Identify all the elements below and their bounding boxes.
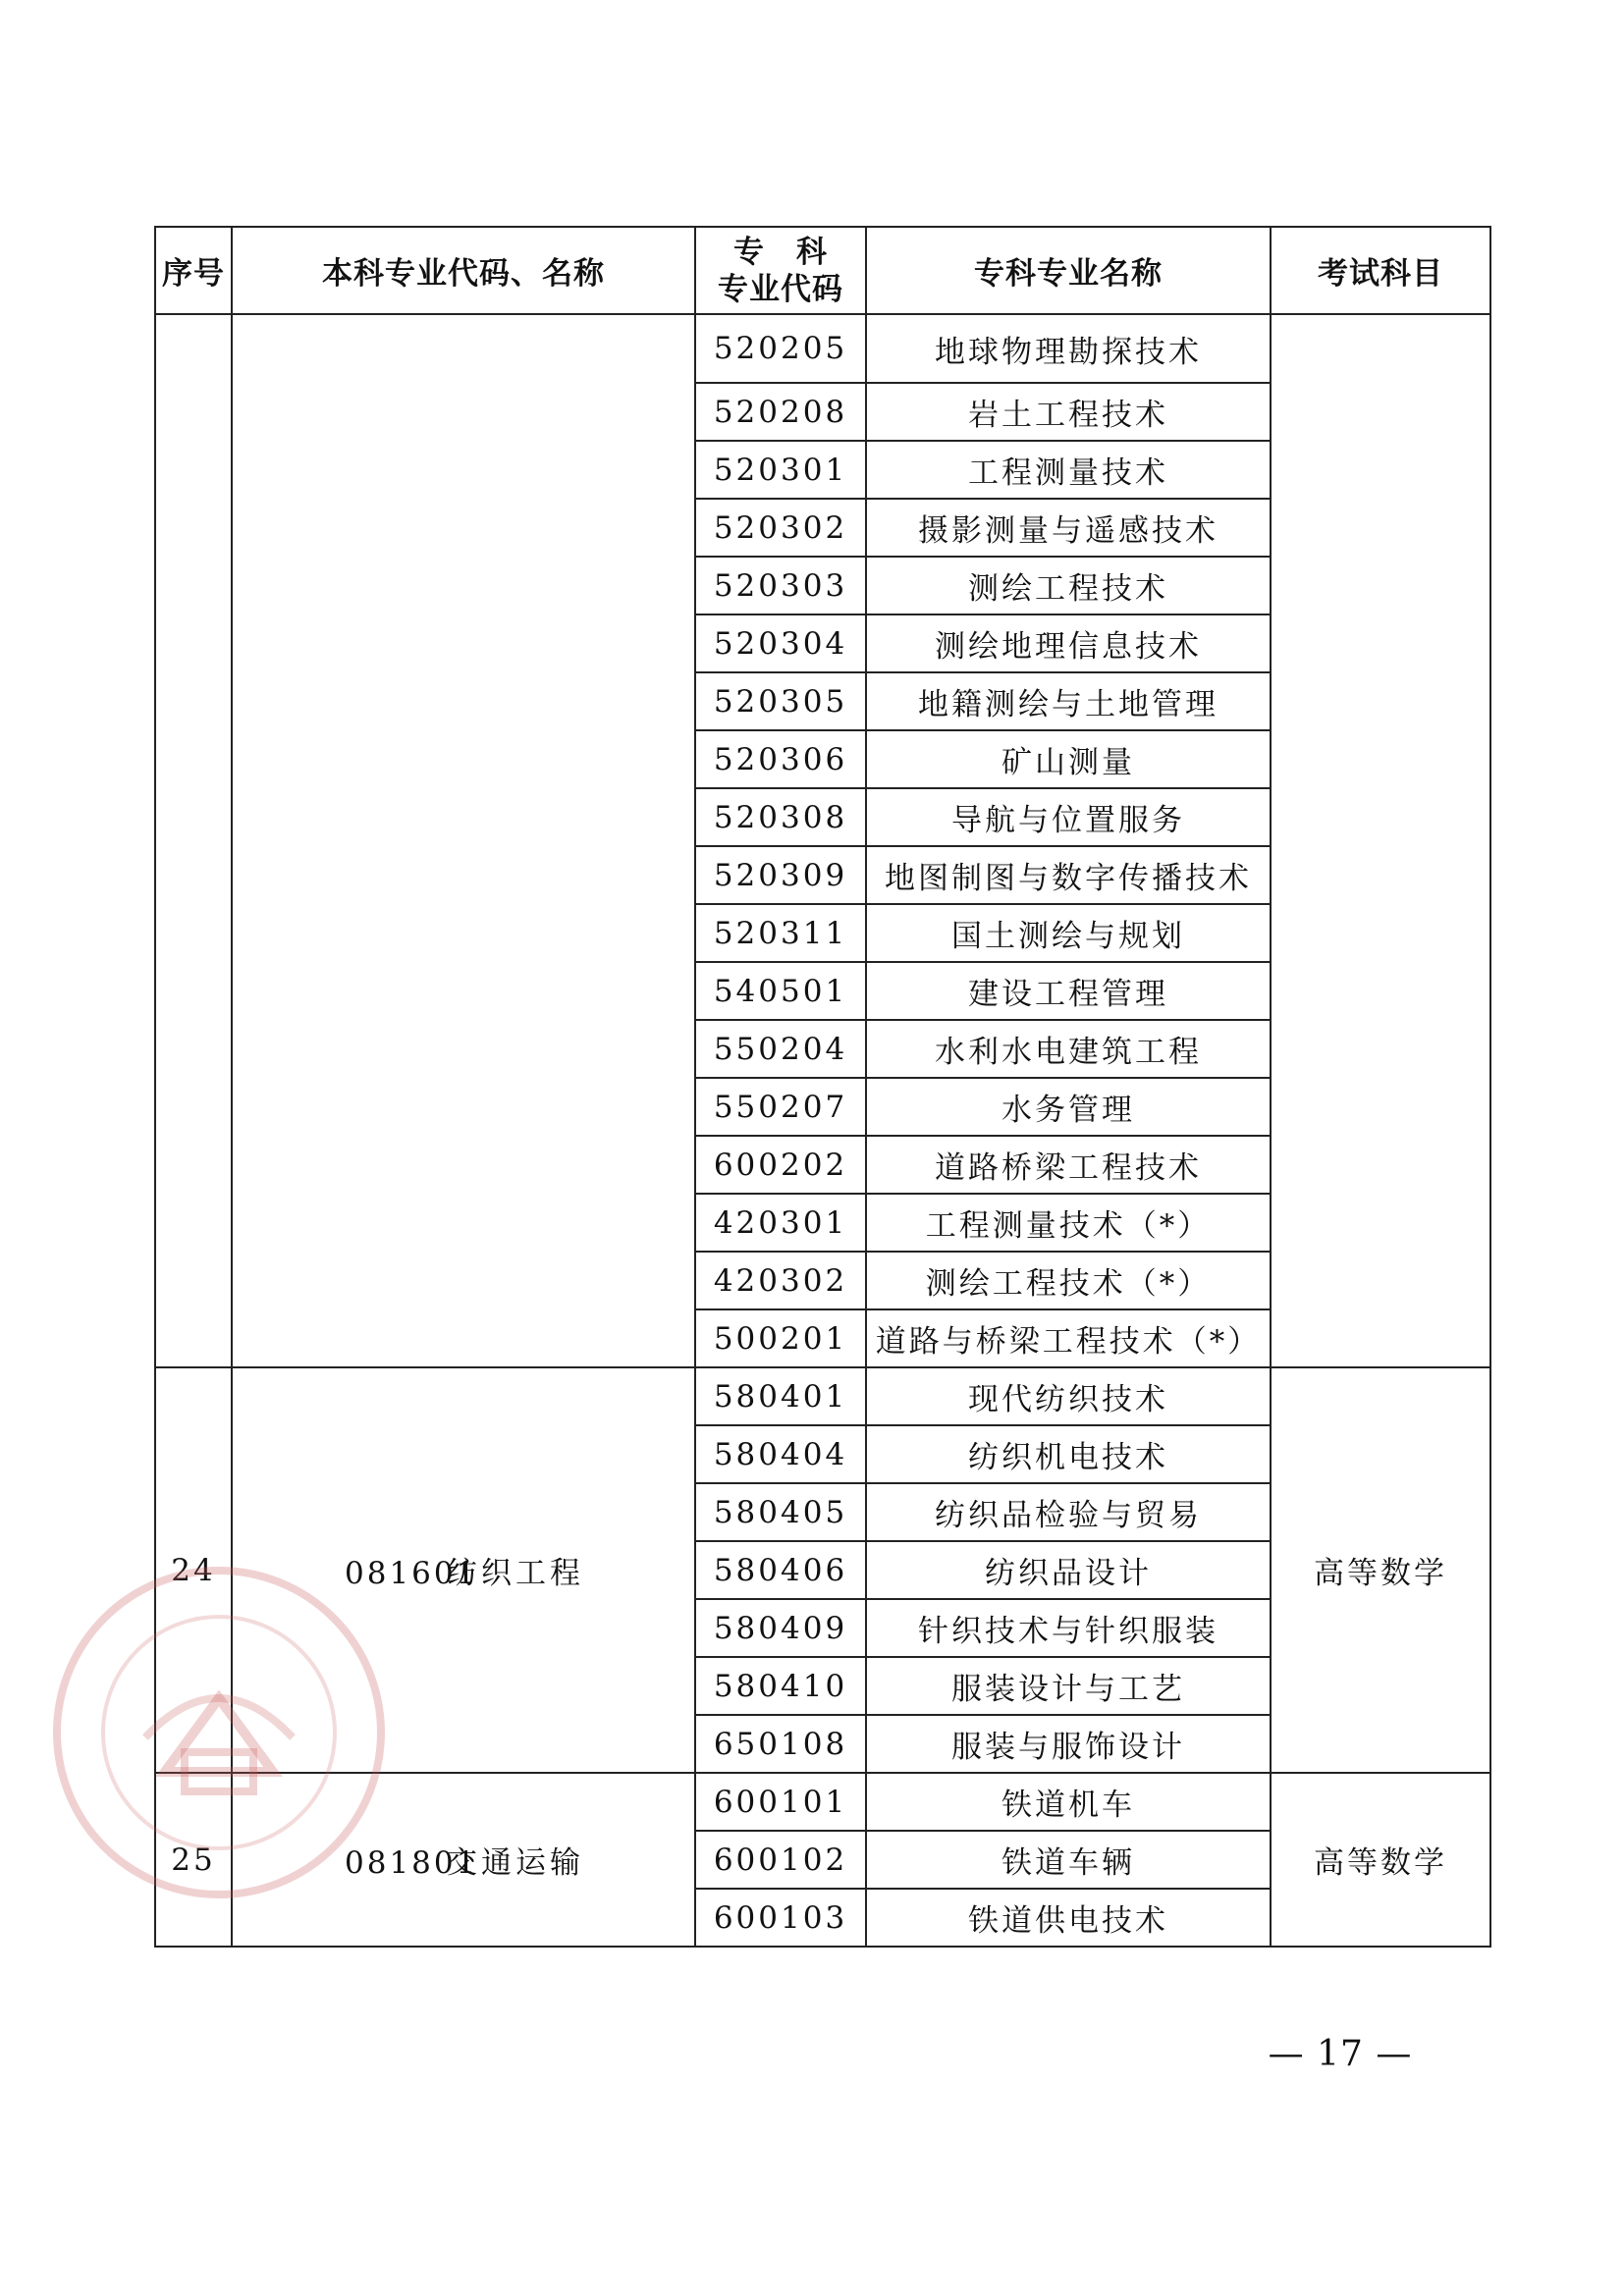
major-code-cell: 520309 (695, 846, 866, 904)
table-row (155, 1773, 1490, 1831)
major-name-cell: 现代纺织技术 (866, 1367, 1271, 1425)
major-name-cell: 铁道机车 (866, 1773, 1271, 1831)
major-code-cell: 580405 (695, 1483, 866, 1541)
major-table (154, 226, 1491, 1948)
major-code-cell: 420301 (695, 1194, 866, 1252)
major-name-cell: 摄影测量与遥感技术 (866, 499, 1271, 557)
major-code-cell: 600103 (695, 1889, 866, 1947)
major-name-cell: 矿山测量 (866, 730, 1271, 788)
major-code-cell: 520208 (695, 383, 866, 441)
major-name-cell: 测绘工程技术 (866, 557, 1271, 614)
subject-cell: 高等数学 (1271, 1367, 1490, 1773)
major-name-cell: 导航与位置服务 (866, 788, 1271, 846)
major-code-cell: 520302 (695, 499, 866, 557)
major-name-cell: 地籍测绘与土地管理 (866, 672, 1271, 730)
header-subject: 考试科目 (1271, 227, 1490, 314)
bachelor-code: 081801 (345, 1845, 479, 1881)
major-code-cell: 520308 (695, 788, 866, 846)
bachelor-cell (232, 1367, 695, 1773)
table-row (155, 1367, 1490, 1425)
header-code-line2: 专业代码 (718, 271, 843, 307)
major-name-cell: 服装设计与工艺 (866, 1657, 1271, 1715)
major-name-cell: 纺织品设计 (866, 1541, 1271, 1599)
major-name-cell: 建设工程管理 (866, 962, 1271, 1020)
header-name: 专科专业名称 (866, 227, 1271, 314)
major-name-cell: 地球物理勘探技术 (866, 314, 1271, 383)
major-name-cell: 纺织机电技术 (866, 1425, 1271, 1483)
major-code-cell: 420302 (695, 1252, 866, 1309)
major-name-cell: 岩土工程技术 (866, 383, 1271, 441)
major-code-cell: 520205 (695, 314, 866, 383)
table-body (155, 314, 1490, 1947)
major-name-cell: 国土测绘与规划 (866, 904, 1271, 962)
major-code-cell: 600202 (695, 1136, 866, 1194)
header-seq: 序号 (155, 227, 232, 314)
major-code-cell: 600101 (695, 1773, 866, 1831)
bachelor-name: 纺织工程 (447, 1556, 584, 1591)
major-code-cell: 550207 (695, 1078, 866, 1136)
major-code-cell: 520304 (695, 614, 866, 672)
major-code-cell: 550204 (695, 1020, 866, 1078)
major-name-cell: 针织技术与针织服装 (866, 1599, 1271, 1657)
seq-cell (155, 314, 232, 1367)
major-code-cell: 500201 (695, 1309, 866, 1367)
major-name-cell: 测绘地理信息技术 (866, 614, 1271, 672)
seq-cell: 25 (155, 1773, 232, 1947)
bachelor-code: 081601 (345, 1556, 479, 1591)
header-bachelor: 本科专业代码、名称 (232, 227, 695, 314)
major-code-cell: 600102 (695, 1831, 866, 1889)
major-code-cell: 520311 (695, 904, 866, 962)
major-code-cell: 520303 (695, 557, 866, 614)
major-name-cell: 工程测量技术（*） (866, 1194, 1271, 1252)
table-row (155, 314, 1490, 383)
bachelor-cell (232, 1773, 695, 1947)
major-name-cell: 铁道车辆 (866, 1831, 1271, 1889)
major-code-cell: 540501 (695, 962, 866, 1020)
major-code-cell: 520301 (695, 441, 866, 499)
page-number: — 17 — (1268, 2034, 1413, 2074)
bachelor-name: 交通运输 (447, 1845, 584, 1881)
major-name-cell: 道路桥梁工程技术 (866, 1136, 1271, 1194)
major-code-cell: 580401 (695, 1367, 866, 1425)
bachelor-cell (232, 314, 695, 1367)
header-code-line1: 专 科 (733, 234, 828, 270)
major-name-cell: 地图制图与数字传播技术 (866, 846, 1271, 904)
major-name-cell: 水利水电建筑工程 (866, 1020, 1271, 1078)
major-code-cell: 650108 (695, 1715, 866, 1773)
header-code (695, 227, 866, 314)
seq-cell: 24 (155, 1367, 232, 1773)
major-name-cell: 工程测量技术 (866, 441, 1271, 499)
major-name-cell: 纺织品检验与贸易 (866, 1483, 1271, 1541)
major-code-cell: 580409 (695, 1599, 866, 1657)
major-code-cell: 520306 (695, 730, 866, 788)
major-code-cell: 580410 (695, 1657, 866, 1715)
major-name-cell: 水务管理 (866, 1078, 1271, 1136)
major-name-cell: 测绘工程技术（*） (866, 1252, 1271, 1309)
subject-cell: 高等数学 (1271, 1773, 1490, 1947)
major-name-cell: 服装与服饰设计 (866, 1715, 1271, 1773)
major-code-cell: 520305 (695, 672, 866, 730)
major-name-cell: 道路与桥梁工程技术（*） (866, 1309, 1271, 1367)
major-name-cell: 铁道供电技术 (866, 1889, 1271, 1947)
major-code-cell: 580404 (695, 1425, 866, 1483)
major-code-cell: 580406 (695, 1541, 866, 1599)
subject-cell (1271, 314, 1490, 1367)
header-row (155, 227, 1490, 314)
